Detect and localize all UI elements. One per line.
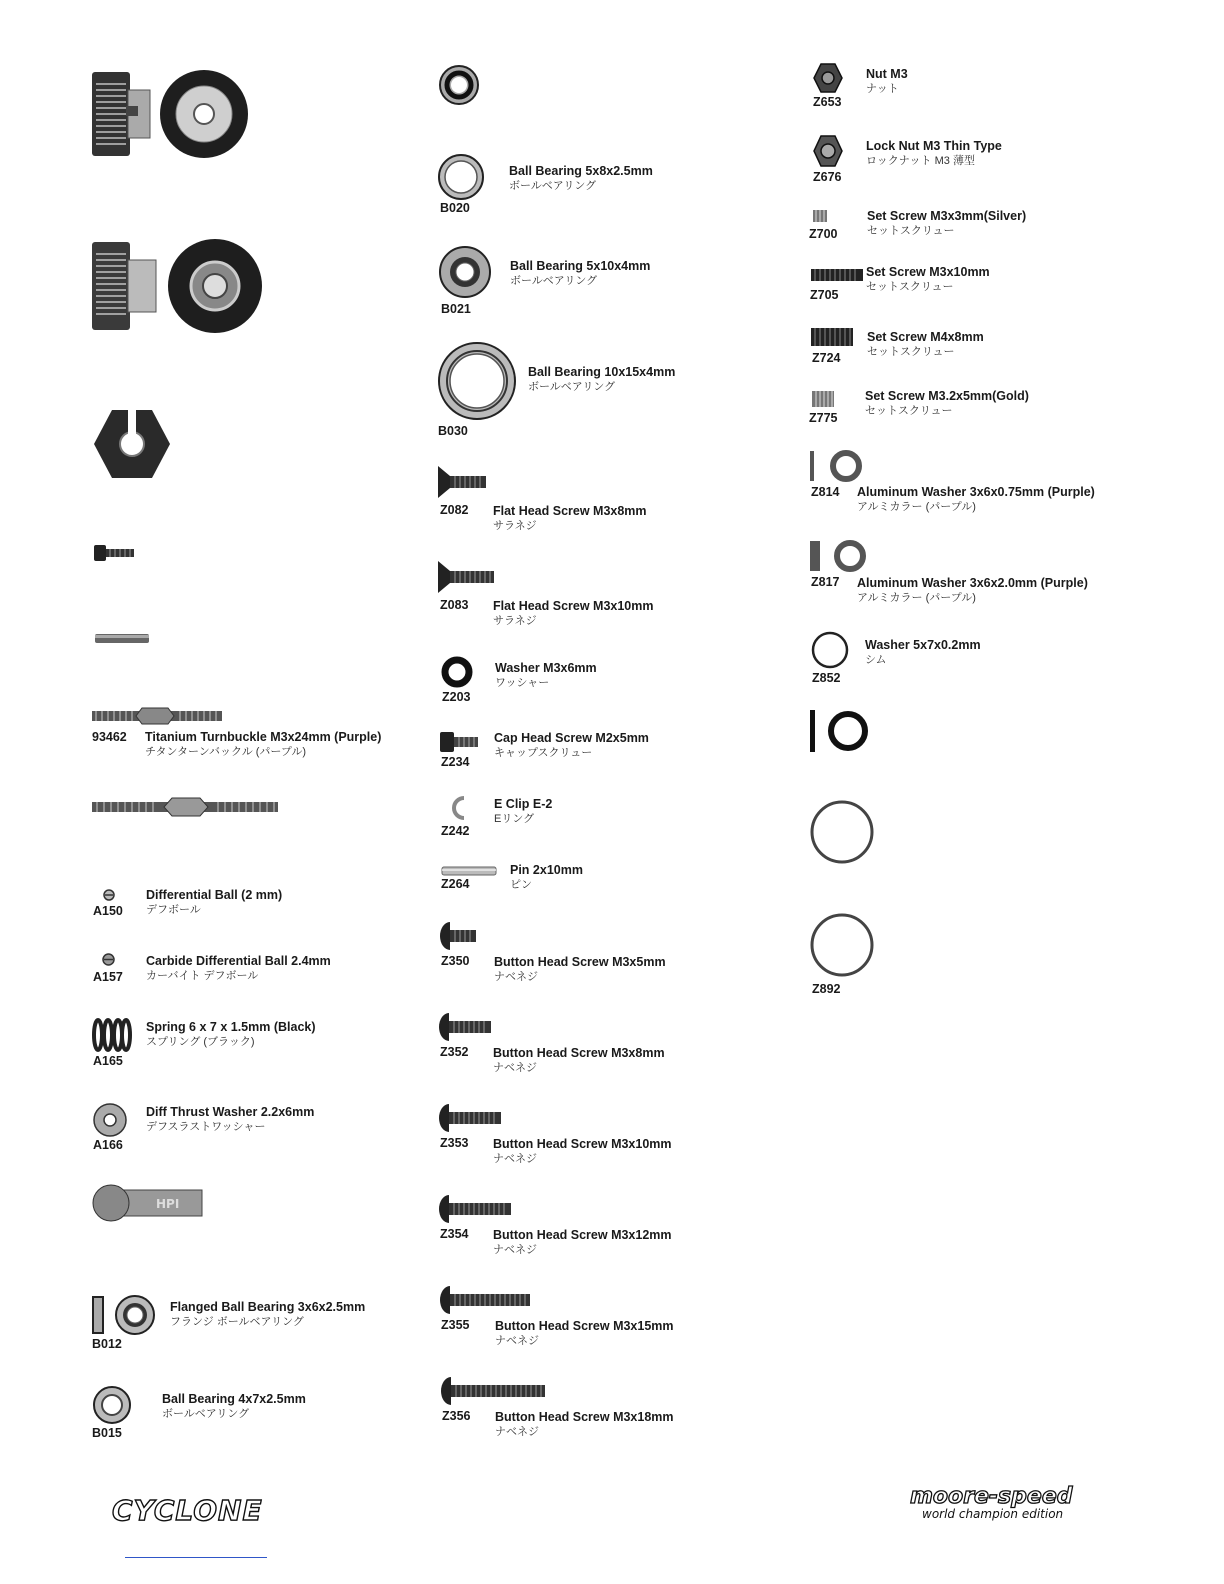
cyclone-logo-text: CYCLONE: [112, 1494, 263, 1527]
flat-head-screw-icon: [438, 561, 496, 593]
ball-bearing-icon: [438, 245, 492, 299]
part-name-jp: アルミカラー (パープル): [857, 592, 976, 604]
cap-screw-icon: [94, 543, 136, 563]
part-code: Z817: [811, 575, 840, 589]
part-code: B030: [438, 424, 468, 438]
pin-icon: [94, 632, 150, 646]
part-code: Z264: [441, 877, 470, 891]
nut-icon: [812, 62, 844, 94]
washer-icon: [810, 630, 850, 670]
washer-icon: [437, 63, 481, 107]
washer-black-icon: [808, 708, 872, 754]
part-code: Z352: [440, 1045, 469, 1059]
part-code: Z082: [440, 503, 469, 517]
part-name: Ball Bearing 5x8x2.5mm: [509, 164, 653, 178]
part-name-jp: ボールベアリング: [528, 381, 616, 393]
carbide-ball-icon: [102, 953, 115, 966]
part-name-jp: ボールベアリング: [510, 275, 598, 287]
set-screw-icon: [810, 268, 864, 282]
button-head-screw-icon: [439, 1012, 493, 1042]
part-name: Aluminum Washer 3x6x0.75mm (Purple): [857, 485, 1095, 499]
flat-head-screw-icon: [438, 466, 488, 498]
aluminum-washer-icon: [808, 449, 866, 483]
part-name: Button Head Screw M3x12mm: [493, 1228, 672, 1242]
part-name: Carbide Differential Ball 2.4mm: [146, 954, 331, 968]
turnbuckle-long-icon: [92, 797, 280, 817]
svg-text:HPI: HPI: [156, 1197, 180, 1211]
part-name: Button Head Screw M3x10mm: [493, 1137, 672, 1151]
part-code: Z676: [813, 170, 842, 184]
set-screw-icon: [810, 327, 854, 347]
part-name-jp: ピン: [510, 879, 532, 891]
part-name-jp: アルミカラー (パープル): [857, 501, 976, 513]
part-name-jp: フランジ ボールベアリング: [170, 1316, 304, 1328]
part-name: Set Screw M3x10mm: [866, 265, 990, 279]
moore-speed-logo-text: moore-speed: [910, 1484, 1073, 1509]
button-head-screw-icon: [440, 921, 478, 951]
part-code: A166: [93, 1138, 123, 1152]
part-name: Flat Head Screw M3x8mm: [493, 504, 647, 518]
part-name-jp: ナベネジ: [493, 1153, 537, 1165]
aluminum-washer-icon: [808, 539, 868, 573]
part-name-jp: ナベネジ: [495, 1335, 539, 1347]
part-name-jp: スプリング (ブラック): [146, 1036, 255, 1048]
part-name: Lock Nut M3 Thin Type: [866, 139, 1002, 153]
part-code: A157: [93, 970, 123, 984]
moore-speed-logo: [910, 1484, 1073, 1521]
part-name: Set Screw M3x3mm(Silver): [867, 209, 1027, 223]
part-name-jp: キャップスクリュー: [494, 747, 593, 759]
set-screw-icon: [812, 209, 828, 223]
part-name: Set Screw M3.2x5mm(Gold): [865, 389, 1029, 403]
part-name-jp: セットスクリュー: [865, 405, 953, 417]
part-name: Button Head Screw M3x5mm: [494, 955, 666, 969]
part-name: Differential Ball (2 mm): [146, 888, 283, 902]
ball-stud-icon: [92, 1184, 204, 1222]
part-name: Nut M3: [866, 67, 908, 81]
flanged-bearing-icon: [92, 1295, 156, 1335]
part-name: Spring 6 x 7 x 1.5mm (Black): [146, 1020, 316, 1034]
part-code: B015: [92, 1426, 122, 1440]
part-code: A165: [93, 1054, 123, 1068]
part-name-jp: デフスラストワッシャー: [146, 1121, 266, 1133]
part-code: B012: [92, 1337, 122, 1351]
part-code: Z356: [442, 1409, 471, 1423]
part-name: Washer 5x7x0.2mm: [865, 638, 981, 652]
part-name: Titanium Turnbuckle M3x24mm (Purple): [145, 730, 382, 744]
part-name: Button Head Screw M3x8mm: [493, 1046, 665, 1060]
part-code: 93462: [92, 730, 127, 744]
moore-speed-tagline: world champion edition: [922, 1507, 1064, 1521]
part-name-jp: ナベネジ: [495, 1426, 539, 1438]
part-name: Button Head Screw M3x18mm: [495, 1410, 674, 1424]
lock-nut-icon: [812, 134, 844, 168]
part-name-jp: ナット: [866, 83, 899, 95]
shim-ring-icon: [808, 911, 876, 979]
button-head-screw-icon: [440, 1285, 532, 1315]
part-code: Z653: [813, 95, 842, 109]
ball-bearing-icon: [92, 1385, 132, 1425]
part-name: Flat Head Screw M3x10mm: [493, 599, 654, 613]
part-name-jp: デフボール: [146, 904, 201, 916]
part-code: Z724: [812, 351, 841, 365]
part-name-jp: ロックナット M3 薄型: [866, 155, 975, 167]
pulley-bearing-icon: [90, 238, 270, 338]
part-name: Cap Head Screw M2x5mm: [494, 731, 649, 745]
part-name: E Clip E-2: [494, 797, 553, 811]
part-code: Z353: [440, 1136, 469, 1150]
button-head-screw-icon: [439, 1194, 513, 1224]
thrust-washer-icon: [92, 1102, 128, 1138]
part-name: Washer M3x6mm: [495, 661, 597, 675]
turnbuckle-icon: [92, 707, 224, 725]
button-head-screw-icon: [439, 1103, 503, 1133]
part-code: A150: [93, 904, 123, 918]
part-code: Z354: [440, 1227, 469, 1241]
part-name-jp: サラネジ: [493, 615, 537, 627]
part-code: Z242: [441, 824, 470, 838]
footer-underline: [125, 1557, 267, 1558]
part-code: Z852: [812, 671, 841, 685]
cap-head-screw-icon: [440, 731, 480, 753]
cyclone-logo: [112, 1494, 263, 1527]
part-code: Z355: [441, 1318, 470, 1332]
part-name-jp: ナベネジ: [493, 1062, 537, 1074]
part-code: Z350: [441, 954, 470, 968]
part-code: Z814: [811, 485, 840, 499]
ball-bearing-large-icon: [437, 341, 517, 421]
part-name: Set Screw M4x8mm: [867, 330, 984, 344]
e-clip-icon: [444, 794, 470, 822]
pin-icon: [441, 865, 497, 877]
part-code: Z775: [809, 411, 838, 425]
part-name-jp: シム: [865, 654, 887, 666]
part-name-jp: サラネジ: [493, 520, 537, 532]
pulley-icon: [90, 66, 255, 162]
part-name-jp: ナベネジ: [493, 1244, 537, 1256]
part-code: B021: [441, 302, 471, 316]
part-name: Ball Bearing 10x15x4mm: [528, 365, 676, 379]
part-name: Flanged Ball Bearing 3x6x2.5mm: [170, 1300, 366, 1314]
part-name: Diff Thrust Washer 2.2x6mm: [146, 1105, 315, 1119]
part-code: Z705: [810, 288, 839, 302]
set-screw-icon: [811, 390, 835, 408]
button-head-screw-icon: [441, 1376, 547, 1406]
shim-ring-icon: [808, 798, 876, 866]
part-code: Z234: [441, 755, 470, 769]
part-name-jp: セットスクリュー: [866, 281, 954, 293]
part-name: Pin 2x10mm: [510, 863, 583, 877]
part-name: Aluminum Washer 3x6x2.0mm (Purple): [857, 576, 1088, 590]
part-code: Z203: [442, 690, 471, 704]
hex-hub-icon: [92, 408, 172, 480]
part-name-jp: セットスクリュー: [867, 346, 955, 358]
part-name-jp: セットスクリュー: [867, 225, 955, 237]
part-name-jp: ボールベアリング: [162, 1408, 250, 1420]
part-name-jp: ボールベアリング: [509, 180, 597, 192]
part-code: Z700: [809, 227, 838, 241]
part-name: Ball Bearing 5x10x4mm: [510, 259, 651, 273]
ball-bearing-icon: [437, 153, 485, 201]
part-name: Button Head Screw M3x15mm: [495, 1319, 674, 1333]
part-name-jp: Eリング: [494, 813, 535, 825]
part-name-jp: ワッシャー: [495, 677, 550, 689]
part-name-jp: チタンターンバックル (パープル): [145, 746, 307, 758]
spring-icon: [92, 1018, 132, 1052]
part-code: Z892: [812, 982, 841, 996]
part-name: Ball Bearing 4x7x2.5mm: [162, 1392, 306, 1406]
part-name-jp: カーバイト デフボール: [146, 970, 259, 982]
ball-icon: [103, 889, 115, 901]
washer-icon: [440, 655, 474, 689]
part-name-jp: ナベネジ: [494, 971, 538, 983]
part-code: B020: [440, 201, 470, 215]
part-code: Z083: [440, 598, 469, 612]
